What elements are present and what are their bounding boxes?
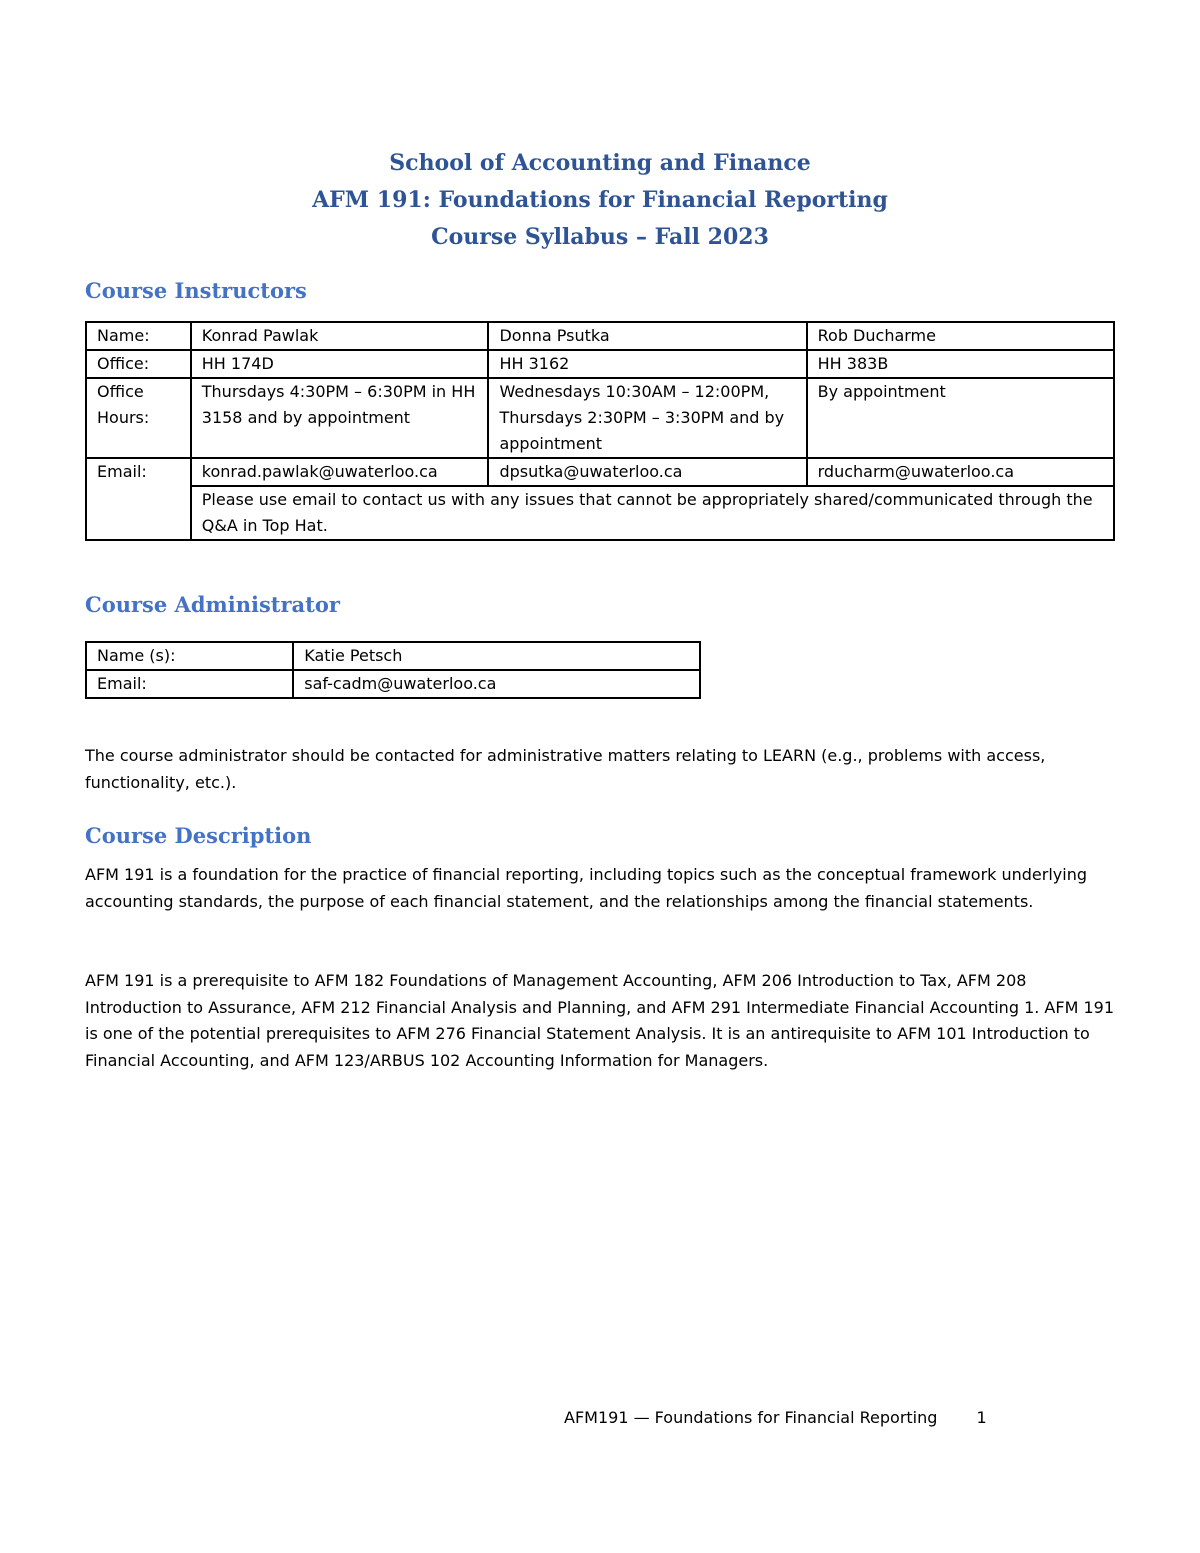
office-hours-label: Office Hours: [86, 378, 191, 458]
admin-email-label: Email: [86, 670, 293, 698]
email-label: Email: [86, 458, 191, 540]
document-title [85, 145, 1115, 256]
table-row [86, 642, 700, 670]
instructor-name: Donna Psutka [488, 322, 806, 350]
admin-email: saf-cadm@uwaterloo.ca [293, 670, 700, 698]
instructor-email: konrad.pawlak@uwaterloo.ca [191, 458, 489, 486]
footer-title: AFM191 — Foundations for Financial Reporting [564, 1408, 938, 1427]
syllabus-term: Course Syllabus – Fall 2023 [431, 224, 769, 250]
instructor-office: HH 174D [191, 350, 489, 378]
table-row [86, 486, 1114, 540]
instructor-hours: By appointment [807, 378, 1114, 458]
admin-name: Katie Petsch [293, 642, 700, 670]
table-row [86, 378, 1114, 458]
syllabus-page [85, 0, 1115, 1553]
page-number: 1 [976, 1408, 987, 1427]
page-footer [564, 1405, 987, 1431]
administrator-table [85, 641, 701, 699]
table-row [86, 458, 1114, 486]
instructor-name: Rob Ducharme [807, 322, 1114, 350]
instructor-office: HH 3162 [488, 350, 806, 378]
instructor-email: rducharm@uwaterloo.ca [807, 458, 1114, 486]
course-title: AFM 191: Foundations for Financial Reporting [312, 187, 888, 213]
instructor-email: dpsutka@uwaterloo.ca [488, 458, 806, 486]
table-row [86, 322, 1114, 350]
instructor-name: Konrad Pawlak [191, 322, 489, 350]
description-paragraph: AFM 191 is a foundation for the practice of financial reporting, including topics such as the conceptual framework underlying accounting standards, the purpose of each financial statement, and the relationships among the financial statements. [85, 865, 1088, 911]
administrator-note: The course administrator should be contacted for administrative matters relating to LEARN (e.g., problems with access, functionality, etc.). [85, 746, 1046, 792]
school-name: School of Accounting and Finance [389, 150, 811, 176]
instructor-office: HH 383B [807, 350, 1114, 378]
office-label: Office: [86, 350, 191, 378]
administrator-heading: Course Administrator [85, 592, 340, 617]
description-paragraph: AFM 191 is a prerequisite to AFM 182 Foundations of Management Accounting, AFM 206 Introduction to Tax, AFM 208 Introduction to Assurance, AFM 212 Financial Analysis and Planning, and AFM 291 Intermediate Financial Accounting 1. AFM 191 is one of the potential prerequisites to AFM 276 Financial Statement Analysis. It is an antirequisite to AFM 101 Introduction to Financial Accounting, and AFM 123/ARBUS 102 Accounting Information for Managers. [85, 971, 1114, 1070]
instructors-table [85, 321, 1115, 541]
instructors-heading: Course Instructors [85, 278, 307, 303]
admin-name-label: Name (s): [86, 642, 293, 670]
name-label: Name: [86, 322, 191, 350]
instructor-hours: Thursdays 4:30PM – 6:30PM in HH 3158 and by appointment [191, 378, 489, 458]
table-row [86, 350, 1114, 378]
email-note: Please use email to contact us with any issues that cannot be appropriately shared/communicated through the Q&A in Top Hat. [191, 486, 1114, 540]
description-heading: Course Description [85, 823, 312, 848]
instructor-hours: Wednesdays 10:30AM – 12:00PM, Thursdays 2:30PM – 3:30PM and by appointment [488, 378, 806, 458]
table-row [86, 670, 700, 698]
